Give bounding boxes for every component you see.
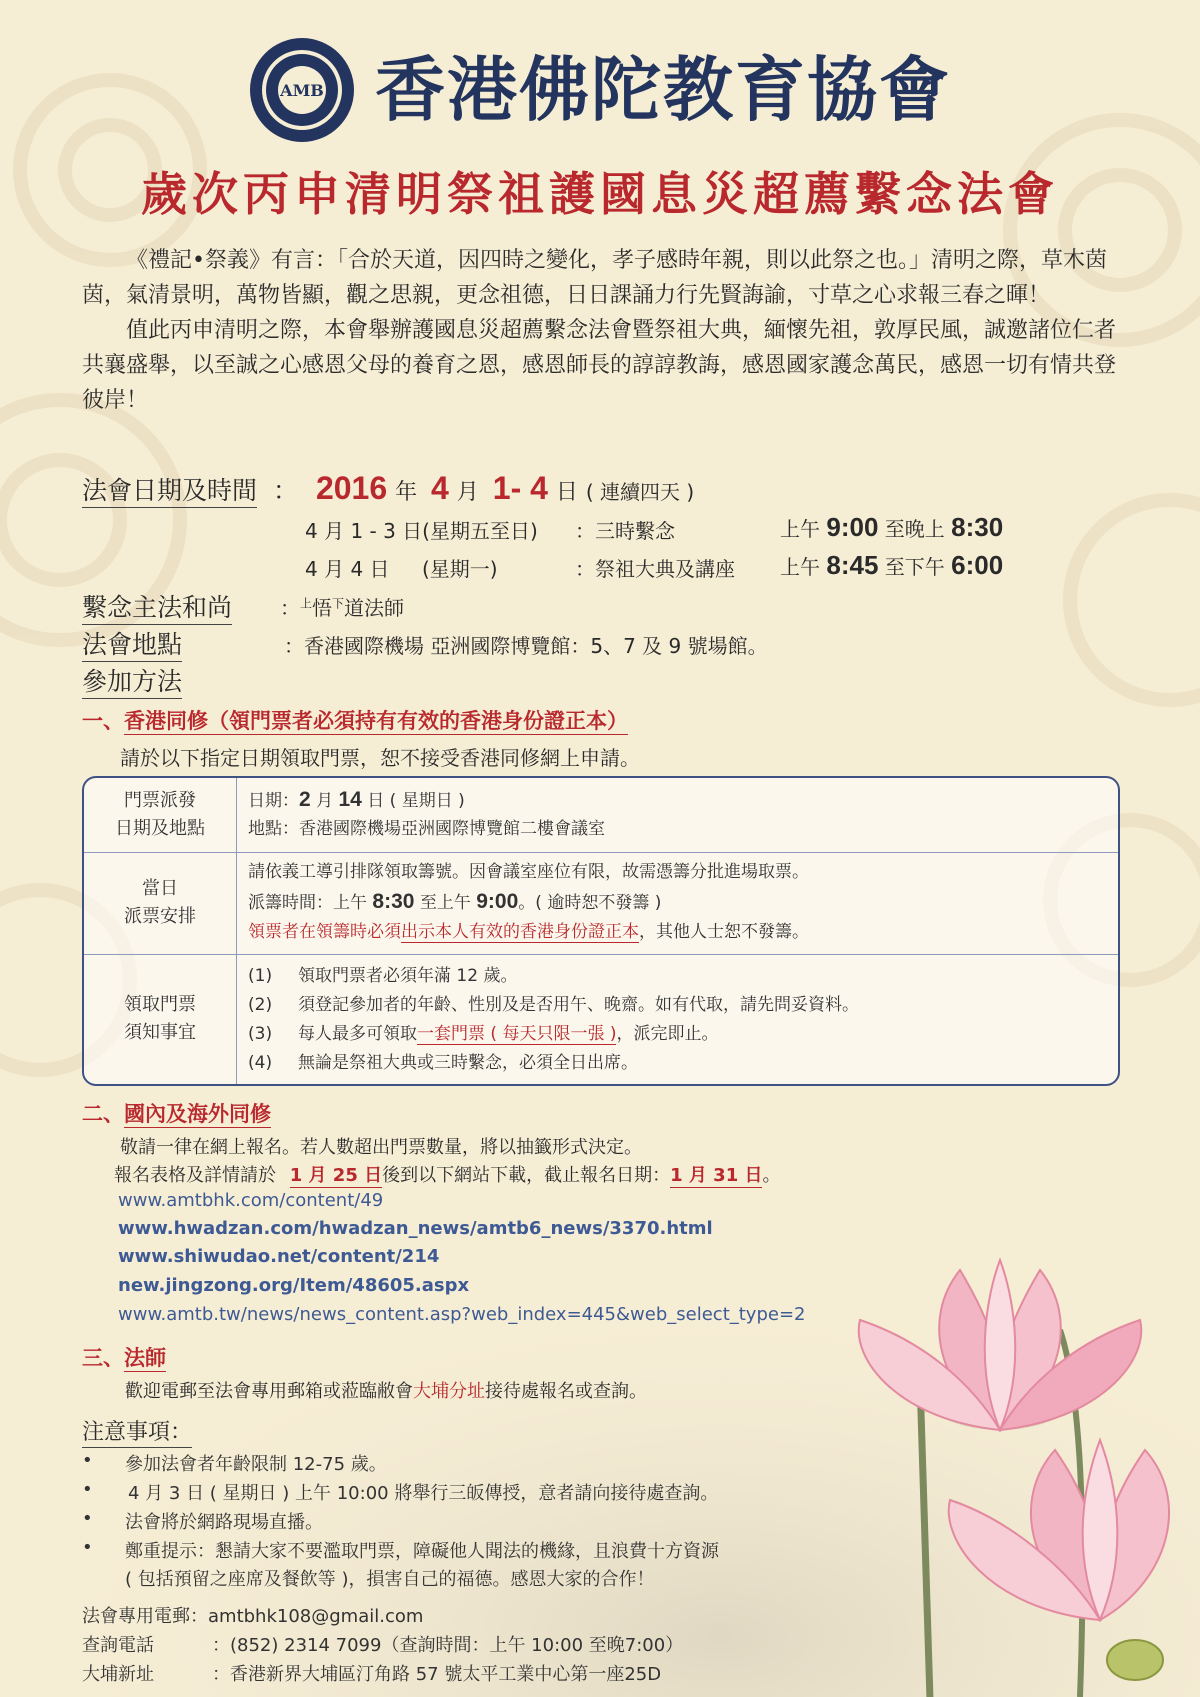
master-row bbox=[82, 588, 232, 624]
intro-paragraph-2: 值此丙申清明之際，本會舉辦護國息災超薦繫念法會暨祭祖大典，緬懷先祖，敦厚民風，誠邀諸位仁者共襄盛舉，以至誠之心感恩父母的養育之恩，感恩師長的諄諄教誨，感恩國家護念萬民，感恩一切有情共登彼岸！ bbox=[82, 318, 1117, 413]
table-row bbox=[84, 852, 1118, 955]
event-year: 2016 bbox=[315, 470, 388, 506]
day-unit: 日 ( 星期日 ) bbox=[361, 791, 465, 811]
join-label: 參加方法 bbox=[82, 667, 182, 699]
section-number: 二、 bbox=[82, 1102, 124, 1126]
time-mid: 至上午 bbox=[414, 893, 477, 913]
foundation-logo-icon bbox=[248, 36, 356, 144]
time-prefix: 上午 bbox=[780, 517, 820, 541]
time-prefix: 至下午 bbox=[884, 555, 945, 579]
month-unit: 月 bbox=[456, 480, 479, 505]
phone-number: ：(852) 2314 7099（查詢時間：上午 10:00 至晚7:00） bbox=[212, 1635, 684, 1656]
list-item bbox=[248, 991, 859, 1020]
note-item: 參加法會者年齡限制 12-75 歲。 bbox=[125, 1454, 387, 1475]
master-name-part: 悟 bbox=[312, 596, 333, 620]
deadline-date: 1 月 31 日 bbox=[670, 1165, 763, 1186]
day-unit: 日 bbox=[555, 480, 578, 505]
registration-link[interactable]: new.jingzong.org/Item/48605.aspx bbox=[118, 1275, 470, 1296]
email-address[interactable]: amtbhk108@gmail.com bbox=[208, 1606, 424, 1627]
registration-link[interactable]: www.shiwudao.net/content/214 bbox=[118, 1246, 440, 1267]
bullet-icon: • bbox=[82, 1537, 93, 1558]
label-line: 日期及地點 bbox=[115, 818, 205, 839]
dates-text: 。 bbox=[762, 1165, 781, 1186]
section-title: 香港同修（領門票者必須持有有效的香港身份證正本） bbox=[124, 709, 628, 733]
notes-label: 注意事項： bbox=[82, 1420, 192, 1448]
address-value: ：香港新界大埔區汀角路 57 號太平工業中心第一座25D bbox=[212, 1664, 662, 1685]
item-text: ，派完即止。 bbox=[616, 1024, 719, 1044]
contact-email bbox=[82, 1602, 423, 1628]
id-requirement-part: ，其他人士恕不發籌。 bbox=[639, 922, 809, 942]
dates-text: 後到以下網站下載，截止報名日期： bbox=[382, 1165, 671, 1186]
schedule-row-2-event: ：祭祖大典及講座 bbox=[575, 557, 735, 581]
online-registration-note: 敬請一律在網上報名。若人數超出門票數量，將以抽籤形式決定。 bbox=[120, 1137, 642, 1158]
label-line: 須知事宜 bbox=[124, 1022, 196, 1043]
note-item: 法會將於網路現場直播。 bbox=[125, 1512, 323, 1533]
ticket-day: 14 bbox=[338, 788, 362, 811]
email-label: 法會專用電郵： bbox=[82, 1606, 208, 1627]
logo-monogram: AMB bbox=[280, 81, 324, 100]
table-row-label bbox=[84, 954, 237, 1084]
time-prefix: 至晚上 bbox=[884, 517, 945, 541]
page-title: 歲次丙申清明祭祖護國息災超薦繫念法會 bbox=[141, 167, 1059, 221]
start-time: 8:45 bbox=[826, 550, 879, 580]
bullet-icon: • bbox=[82, 1508, 93, 1529]
label-line: 領取門票 bbox=[124, 994, 196, 1015]
contact-address bbox=[82, 1660, 661, 1686]
organization-name: 香港佛陀教育協會 bbox=[375, 48, 951, 131]
ticket-date bbox=[248, 786, 465, 815]
item-number: (4) bbox=[248, 1053, 273, 1073]
section-3-heading bbox=[82, 1342, 166, 1372]
end-time: 9:00 bbox=[476, 890, 519, 913]
date-prefix: 日期： bbox=[248, 791, 299, 811]
warning-note-line-1: 鄭重提示：懇請大家不要濫取門票，障礙他人聞法的機緣，且浪費十方資源 bbox=[125, 1541, 719, 1562]
schedule-row-1-event: ：三時繫念 bbox=[575, 519, 675, 543]
schedule-row-2-weekday: (星期一) bbox=[422, 557, 498, 581]
download-date: 1 月 25 日 bbox=[289, 1165, 383, 1186]
intro-text bbox=[82, 243, 1127, 418]
bullet-icon: • bbox=[82, 1479, 93, 1500]
ticket-rules-list bbox=[248, 962, 859, 1078]
registration-link[interactable]: www.amtb.tw/news/news_content.asp?web_index=445&web_select_type=2 bbox=[118, 1304, 806, 1325]
branch-name: 大埔分址 bbox=[413, 1381, 485, 1402]
end-time: 8:30 bbox=[951, 512, 1004, 542]
id-requirement bbox=[248, 918, 809, 946]
section-2-heading bbox=[82, 1098, 271, 1128]
note-text: 歡迎電郵至法會專用郵箱或蒞臨敝會 bbox=[125, 1381, 413, 1402]
honorific-mark: 上 bbox=[300, 596, 313, 611]
start-time: 8:30 bbox=[372, 890, 415, 913]
note-text: 接待處報名或查詢。 bbox=[485, 1381, 647, 1402]
event-days: 1- 4 bbox=[492, 470, 548, 506]
end-time: 6:00 bbox=[951, 550, 1004, 580]
id-requirement-part: 領票者在領籌時必須 bbox=[248, 922, 401, 942]
table-row bbox=[84, 778, 1118, 853]
schedule-row-2-time bbox=[780, 550, 1003, 581]
dates-text: 報名表格及詳情請於 bbox=[114, 1165, 282, 1186]
join-row bbox=[82, 662, 182, 698]
event-duration: ( 連續四天 ) bbox=[585, 480, 695, 504]
notes-heading bbox=[82, 1415, 192, 1446]
table-row-label bbox=[84, 778, 237, 852]
event-month: 4 bbox=[431, 470, 449, 506]
dates-row: 法會日期及時間 ： 2016 年 4 月 1- 4 日 ( 連續四天 ) bbox=[82, 470, 695, 506]
address-label: 大埔新址 bbox=[82, 1664, 154, 1685]
list-item bbox=[248, 1049, 859, 1078]
contact-phone bbox=[82, 1631, 683, 1657]
venue-value: ：香港國際機場 亞洲國際博覽館：5、7 及 9 號場館。 bbox=[284, 634, 768, 658]
queue-instructions: 請依義工導引排隊領取籌號。因會議室座位有限，故需憑籌分批進場取票。 bbox=[248, 862, 809, 882]
master-label: 繫念主法和尚 bbox=[82, 593, 232, 625]
item-text: 領取門票者必須年滿 12 歲。 bbox=[298, 966, 518, 986]
item-number: (2) bbox=[248, 995, 273, 1015]
master-name: ：$^上$悟$^下$道法師 bbox=[280, 596, 405, 620]
bullet-icon: • bbox=[82, 1450, 93, 1471]
table-row bbox=[84, 954, 1118, 1084]
list-item bbox=[248, 1020, 859, 1049]
list-item bbox=[248, 962, 859, 991]
ticket-info-table bbox=[82, 776, 1120, 1086]
registration-link[interactable]: www.hwadzan.com/hwadzan_news/amtb6_news/3370.html bbox=[118, 1218, 713, 1239]
section-title: 國內及海外同修 bbox=[124, 1102, 271, 1126]
table-row-label bbox=[84, 852, 237, 954]
item-highlight: 一套門票 ( 每天只限一張 ) bbox=[417, 1024, 617, 1044]
section-number: 一、 bbox=[82, 709, 124, 733]
dates-label: 法會日期及時間 bbox=[82, 476, 257, 508]
id-requirement-part: 出示本人有效的香港身份證正本 bbox=[401, 922, 639, 942]
month-unit: 月 bbox=[310, 791, 339, 811]
item-number: (1) bbox=[248, 966, 273, 986]
venue-row bbox=[82, 625, 182, 661]
intro-paragraph-1: 《禮記•祭義》有言：「合於天道，因四時之變化，孝子感時年親，則以此祭之也。」清明之際，草木茵茵，氣清景明，萬物皆顯，觀之思親，更念祖德，日日課誦力行先賢誨諭，寸草之心求報三春之暉！ bbox=[82, 248, 1107, 308]
start-time: 9:00 bbox=[826, 512, 879, 542]
year-unit: 年 bbox=[395, 480, 418, 505]
note-item: 4 月 3 日 ( 星期日 ) 上午 10:00 將舉行三皈傳授，意者請向接待處查詢。 bbox=[128, 1483, 719, 1504]
registration-link[interactable]: www.amtbhk.com/content/49 bbox=[118, 1190, 384, 1211]
time-prefix: 派籌時間：上午 bbox=[248, 893, 373, 913]
warning-note-line-2: ( 包括預留之座席及餐飲等 )，損害自己的福德。感恩大家的合作！ bbox=[125, 1569, 655, 1590]
venue-label: 法會地點 bbox=[82, 630, 182, 662]
schedule-row-1-time bbox=[780, 512, 1003, 543]
label-line: 派票安排 bbox=[124, 906, 196, 927]
item-number: (3) bbox=[248, 1024, 273, 1044]
schedule-row-2-date: 4 月 4 日 bbox=[305, 557, 390, 581]
section-1-heading bbox=[82, 705, 628, 735]
label-line: 門票派發 bbox=[124, 790, 196, 811]
time-prefix: 上午 bbox=[780, 555, 820, 579]
time-suffix: 。( 逾時恕不發籌 ) bbox=[518, 893, 662, 913]
section-number: 三、 bbox=[82, 1346, 124, 1370]
item-text: 須登記參加者的年齡、性別及是否用午、晚齋。如有代取，請先問妥資料。 bbox=[298, 995, 859, 1015]
ticket-place: 地點：香港國際機場亞洲國際博覽館二樓會議室 bbox=[248, 819, 605, 839]
number-issue-time bbox=[248, 888, 661, 917]
honorific-mark: 下 bbox=[332, 596, 345, 611]
section-1-note: 請於以下指定日期領取門票，恕不接受香港同修網上申請。 bbox=[120, 746, 640, 770]
ticket-month: 2 bbox=[299, 788, 311, 811]
item-text: 每人最多可領取 bbox=[298, 1024, 417, 1044]
registration-dates bbox=[114, 1161, 780, 1187]
item-text: 無論是祭祖大典或三時繫念，必須全日出席。 bbox=[298, 1053, 638, 1073]
monastic-registration-note bbox=[125, 1377, 647, 1403]
schedule-row-1-date: 4 月 1 - 3 日(星期五至日) bbox=[305, 519, 538, 543]
phone-label: 查詢電話 bbox=[82, 1635, 154, 1656]
label-line: 當日 bbox=[142, 878, 178, 899]
section-title: 法師 bbox=[124, 1346, 166, 1370]
master-name-part: 道法師 bbox=[344, 596, 405, 620]
